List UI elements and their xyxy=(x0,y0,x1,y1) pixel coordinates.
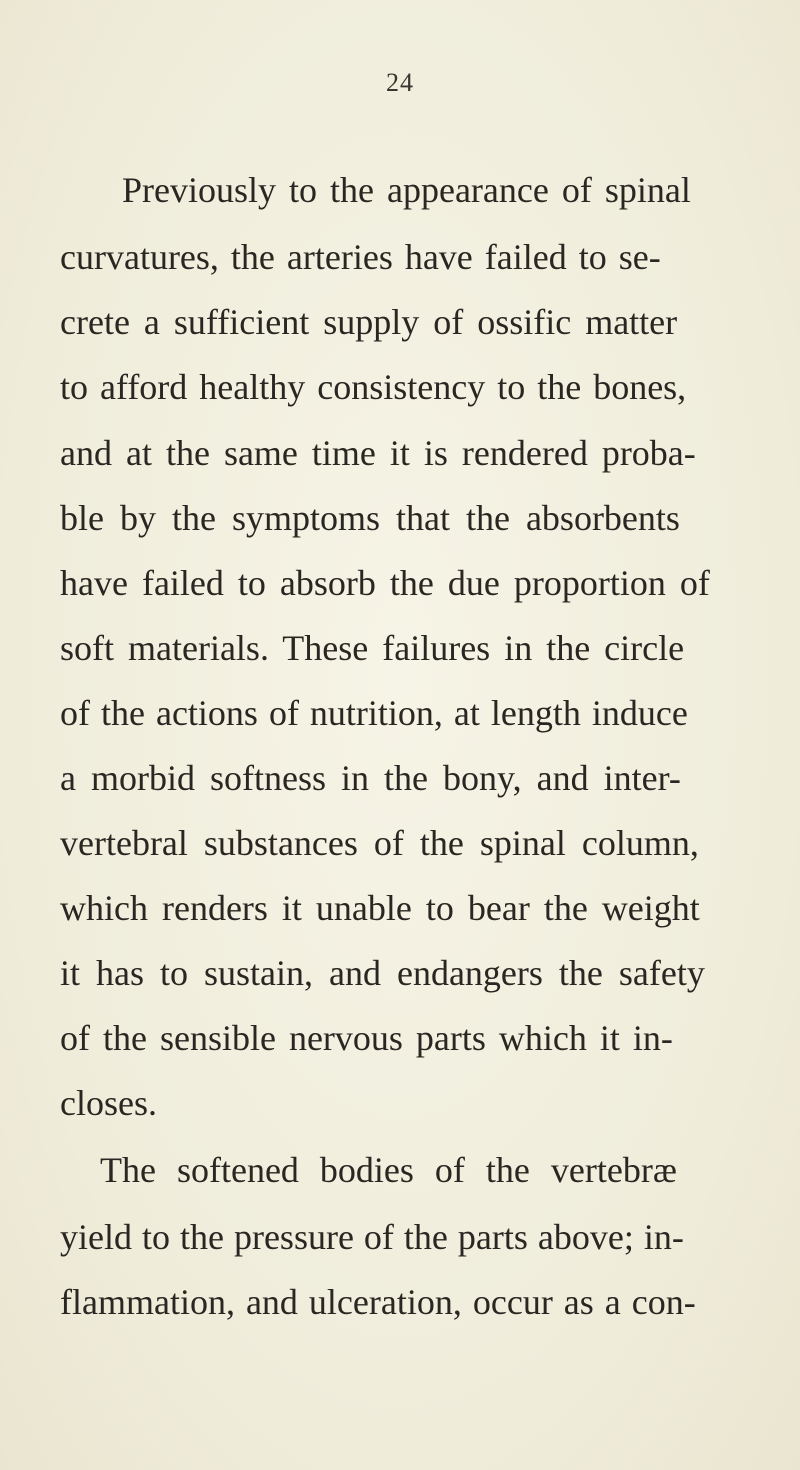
text-line: to afford healthy consistency to the bones, xyxy=(60,367,687,407)
text-line: The softened bodies of the vertebræ xyxy=(100,1150,677,1190)
text-line: and at the same time it is rendered proba- xyxy=(60,433,696,473)
text-line: Previously to the appearance of spinal xyxy=(122,170,691,210)
text-line: ble by the symptoms that the absorbents xyxy=(60,498,680,538)
text-line: of the sensible nervous parts which it in- xyxy=(60,1018,673,1058)
text-line: which renders it unable to bear the weight xyxy=(60,888,700,928)
page-number: 24 xyxy=(386,68,414,97)
text-line: vertebral substances of the spinal column, xyxy=(60,823,699,863)
text-line: curvatures, the arteries have failed to se- xyxy=(60,237,661,277)
text-line: have failed to absorb the due proportion of xyxy=(60,563,710,603)
text-line: crete a sufficient supply of ossific matter xyxy=(60,302,678,342)
text-line: closes. xyxy=(60,1083,157,1123)
text-line: soft materials. These failures in the circle xyxy=(60,628,685,668)
text-line: flammation, and ulceration, occur as a con- xyxy=(60,1282,696,1322)
text-line: a morbid softness in the bony, and inter- xyxy=(60,758,681,798)
text-line: yield to the pressure of the parts above; in- xyxy=(60,1217,684,1257)
text-line: it has to sustain, and endangers the safety xyxy=(60,953,705,993)
text-line: of the actions of nutrition, at length induce xyxy=(60,693,688,733)
